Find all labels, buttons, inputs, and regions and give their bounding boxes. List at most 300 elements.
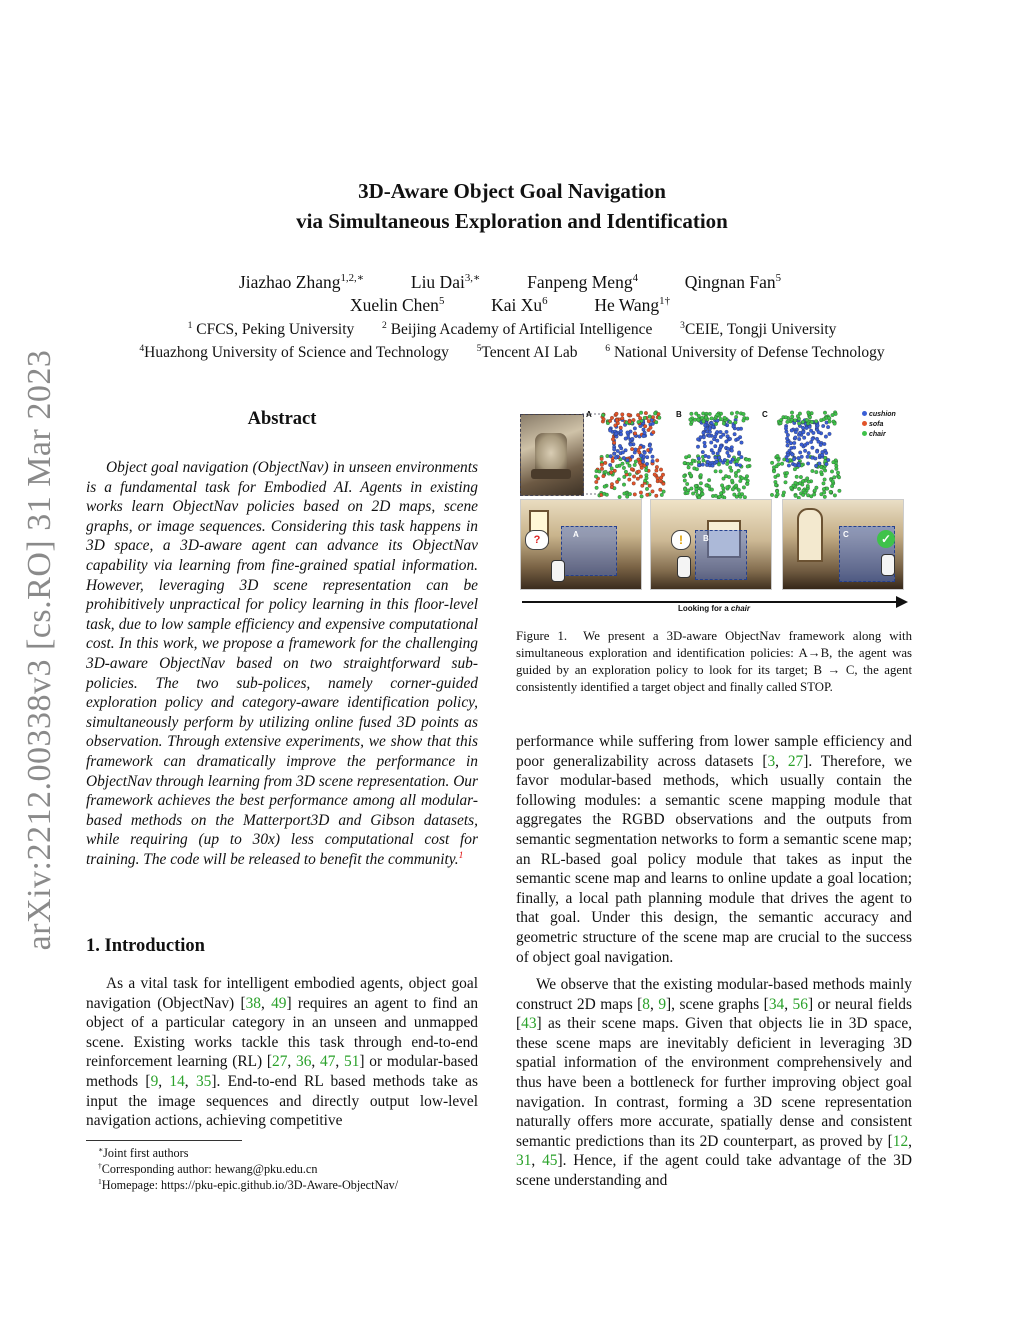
point-cloud-dot bbox=[734, 484, 738, 488]
point-cloud-dot bbox=[702, 431, 706, 435]
author-sup: 5 bbox=[438, 295, 445, 308]
point-cloud-dot bbox=[807, 480, 811, 484]
arrow-text-em: chair bbox=[730, 604, 750, 613]
point-cloud-dot bbox=[638, 416, 642, 420]
point-cloud-dot bbox=[614, 424, 618, 428]
point-cloud-dot bbox=[643, 416, 647, 420]
point-cloud-dot bbox=[819, 443, 823, 447]
affiliation: Huazhong University of Science and Technology bbox=[144, 344, 449, 361]
point-cloud-dot bbox=[722, 422, 726, 426]
affiliations-row-1 bbox=[80, 319, 944, 341]
point-cloud-dot bbox=[630, 455, 634, 459]
point-cloud-dot bbox=[742, 412, 746, 416]
point-cloud-dot bbox=[643, 431, 647, 435]
point-cloud-dot bbox=[594, 475, 598, 479]
point-cloud-dot bbox=[710, 417, 714, 421]
point-cloud-dot bbox=[622, 456, 626, 460]
point-cloud-dot bbox=[645, 462, 649, 466]
point-cloud-dot bbox=[810, 420, 814, 424]
point-cloud-dot bbox=[737, 427, 741, 431]
point-cloud-dot bbox=[614, 456, 618, 460]
point-cloud-dot bbox=[719, 459, 723, 463]
point-cloud-dot bbox=[801, 493, 805, 497]
point-cloud-dot bbox=[799, 475, 803, 479]
point-cloud-dot bbox=[658, 416, 662, 420]
point-cloud-dot bbox=[602, 474, 606, 478]
point-cloud-dot bbox=[733, 432, 737, 436]
point-cloud-dot bbox=[819, 470, 823, 474]
citation-link[interactable]: 45 bbox=[542, 1152, 558, 1170]
footnote-1 bbox=[98, 1145, 478, 1161]
point-cloud-dot bbox=[637, 470, 641, 474]
point-cloud-dot bbox=[659, 468, 663, 472]
point-cloud-dot bbox=[689, 418, 693, 422]
point-cloud-dot bbox=[815, 450, 819, 454]
aff-sup: 2 bbox=[382, 319, 387, 331]
footnotes bbox=[98, 1145, 478, 1193]
point-cloud-dot bbox=[645, 476, 649, 480]
point-cloud-dot bbox=[646, 493, 650, 497]
point-cloud-dot bbox=[794, 436, 798, 440]
point-cloud-dot bbox=[726, 486, 730, 490]
fn-text: Joint first authors bbox=[103, 1146, 189, 1160]
author-sup: 1† bbox=[659, 295, 671, 308]
citation-link[interactable]: 36 bbox=[296, 1053, 312, 1071]
point-cloud-dot bbox=[623, 492, 627, 496]
point-cloud-dot bbox=[632, 475, 636, 479]
point-cloud-dot bbox=[786, 453, 790, 457]
point-cloud-dot bbox=[619, 433, 623, 437]
body-text: ] as their scene maps. Given that objects lie in 3D space, these scene maps are inevitably deficient in leveraging 3D spatial information of the environment comprehensively and thus have been a bottleneck for further improving object goal navigation. In contrast, forming a 3D scene representation naturally offers more accurate, spatially dense and consistent semantic predictions than its 2D counterpart, as proved by [ bbox=[516, 1015, 912, 1150]
author-sup: 1,2,∗ bbox=[340, 272, 365, 285]
point-cloud-dot bbox=[683, 461, 687, 465]
citation-link[interactable]: 27 bbox=[787, 752, 804, 770]
point-cloud-dot bbox=[703, 424, 707, 428]
author-sup: 3,∗ bbox=[464, 272, 481, 285]
citation-link[interactable]: 56 bbox=[792, 995, 808, 1013]
point-cloud-dot bbox=[609, 454, 613, 458]
point-cloud-dot bbox=[648, 484, 652, 488]
point-cloud-dot bbox=[746, 465, 750, 469]
figure-caption bbox=[516, 628, 912, 696]
point-cloud-dot bbox=[708, 427, 712, 431]
point-cloud-dot bbox=[702, 420, 706, 424]
intro-sep: , bbox=[260, 994, 272, 1012]
arxiv-id: arXiv:2212.00338v3 [cs.RO] 31 Mar 2023 bbox=[21, 349, 58, 951]
point-cloud-dot bbox=[814, 457, 818, 461]
point-cloud-dot bbox=[774, 483, 778, 487]
point-cloud-dot bbox=[811, 469, 815, 473]
point-cloud-dot bbox=[828, 420, 832, 424]
citation-link[interactable]: 12 bbox=[892, 1132, 909, 1150]
point-cloud-dot bbox=[642, 434, 646, 438]
point-cloud-dot bbox=[806, 455, 810, 459]
point-cloud-dot bbox=[716, 439, 720, 443]
point-cloud-dot bbox=[652, 430, 656, 434]
point-cloud-dot bbox=[645, 455, 649, 459]
citation-link[interactable]: 51 bbox=[344, 1053, 360, 1071]
point-cloud-dot bbox=[822, 487, 826, 491]
point-cloud-dot bbox=[807, 451, 811, 455]
point-cloud-dot bbox=[832, 460, 836, 464]
point-cloud-dot bbox=[737, 451, 741, 455]
citation-link[interactable]: 49 bbox=[271, 994, 287, 1012]
point-cloud-dot bbox=[704, 427, 708, 431]
affiliation: CFCS, Peking University bbox=[196, 321, 355, 338]
point-cloud-dot bbox=[735, 463, 739, 467]
point-cloud-dot bbox=[822, 491, 826, 495]
point-cloud-dot bbox=[628, 420, 632, 424]
point-cloud-dot bbox=[797, 437, 801, 441]
aff-sup: 1 bbox=[187, 319, 193, 331]
point-cloud-dot bbox=[622, 483, 626, 487]
fn-mark: † bbox=[98, 1160, 102, 1170]
point-cloud-dot bbox=[648, 415, 652, 419]
point-cloud-dot bbox=[683, 488, 687, 492]
point-cloud-dot bbox=[637, 420, 641, 424]
point-cloud-dot bbox=[701, 450, 705, 454]
author-name: Qingnan Fan bbox=[684, 272, 776, 292]
point-cloud-dot bbox=[610, 416, 614, 420]
point-cloud-dot bbox=[711, 425, 715, 429]
point-cloud-dot bbox=[798, 451, 802, 455]
authors-row-2 bbox=[110, 294, 910, 316]
point-cloud-dot bbox=[608, 463, 612, 467]
point-cloud-dot bbox=[613, 469, 617, 473]
point-cloud-dot bbox=[612, 448, 616, 452]
citation-link[interactable]: 3 bbox=[767, 752, 776, 770]
point-cloud-dot bbox=[740, 476, 744, 480]
legend-label: cushion bbox=[869, 411, 896, 418]
point-cloud-dot bbox=[816, 424, 820, 428]
affiliation: National University of Defense Technology bbox=[613, 344, 885, 361]
point-cloud-dot bbox=[802, 430, 806, 434]
point-cloud-dot bbox=[691, 459, 695, 463]
body-text: ]. Hence, if the agent could take advantage of the 3D scene understanding and bbox=[516, 1152, 912, 1189]
point-cloud-dot bbox=[731, 488, 735, 492]
point-cloud-dot bbox=[793, 463, 797, 467]
point-cloud-dot bbox=[611, 459, 615, 463]
point-cloud-dot bbox=[629, 443, 633, 447]
point-cloud-dot bbox=[686, 462, 690, 466]
caption-label: Figure 1. bbox=[516, 629, 568, 643]
point-cloud-dot bbox=[782, 491, 786, 495]
point-cloud-dot bbox=[828, 416, 832, 420]
point-cloud-dot bbox=[772, 470, 776, 474]
point-cloud-dot bbox=[645, 487, 649, 491]
point-cloud-dot bbox=[600, 467, 604, 471]
robot-icon bbox=[677, 556, 691, 578]
point-cloud-dot bbox=[831, 413, 835, 417]
point-cloud-dot bbox=[814, 420, 818, 424]
point-cloud-dot bbox=[806, 494, 810, 498]
point-cloud-dot bbox=[705, 463, 709, 467]
body-text: performance while suffering from lower sample efficiency and poor generalizability across datasets [ bbox=[516, 733, 912, 770]
point-cloud-dot bbox=[837, 476, 841, 480]
point-cloud-dot bbox=[714, 494, 718, 498]
point-cloud-dot bbox=[745, 417, 749, 421]
point-cloud-dot bbox=[626, 431, 630, 435]
point-cloud-dot bbox=[784, 416, 788, 420]
point-cloud-dot bbox=[705, 484, 709, 488]
point-cloud-dot bbox=[600, 457, 604, 461]
point-cloud-dot bbox=[801, 420, 805, 424]
point-cloud-dot bbox=[719, 417, 723, 421]
point-cloud-dot bbox=[790, 429, 794, 433]
point-cloud-dot bbox=[805, 426, 809, 430]
point-cloud-dot bbox=[740, 441, 744, 445]
point-cloud-dot bbox=[605, 493, 609, 497]
point-cloud-dot bbox=[734, 415, 738, 419]
point-cloud-dot bbox=[641, 484, 645, 488]
point-cloud-dot bbox=[801, 426, 805, 430]
point-cloud-dot bbox=[633, 427, 637, 431]
point-cloud-dot bbox=[770, 461, 774, 465]
abstract-text: Object goal navigation (ObjectNav) in unseen environments is a fundamental task for Embodied AI. Agents in existing works learn ObjectNav policies based on 2D maps, scene graphs, or image sequences. Considering this task happens in 3D space, a 3D-aware agent can advance its ObjectNav capability via learning from fine-grained spatial information. However, leveraging 3D scene representation can be prohibitively unpractical for policy learning in this floor-level task, due to low sample efficiency and expensive computational cost. In this work, we propose a framework for the challenging 3D-aware ObjectNav based on two straightforward sub-policies. The two sub-polices, namely corner-guided exploration policy and category-aware identification policy, simultaneously perform by utilizing online fused 3D points as observation. Through extensive experiments, we show that this framework can dramatically improve the performance in ObjectNav through learning from 3D scene representation. Our framework achieves the best performance among all modular-based methods on the Matterport3D and Gibson datasets, while requiring (up to 30x) less computational cost for training. The code will be released to benefit the community. bbox=[86, 459, 478, 868]
point-cloud-dot bbox=[814, 464, 818, 468]
point-cloud-dot bbox=[786, 440, 790, 444]
author-name: He Wang bbox=[594, 295, 660, 315]
point-cloud-dot bbox=[719, 492, 723, 496]
point-cloud-dot bbox=[732, 425, 736, 429]
point-cloud-dot bbox=[604, 461, 608, 465]
point-cloud-dot bbox=[811, 446, 815, 450]
fn-mark: 1 bbox=[98, 1176, 102, 1186]
point-cloud-dot bbox=[719, 430, 723, 434]
point-cloud-dot bbox=[716, 413, 720, 417]
point-cloud-dot bbox=[776, 454, 780, 458]
citation-link[interactable]: 31 bbox=[516, 1152, 532, 1170]
point-cloud-dot bbox=[710, 448, 714, 452]
point-cloud-dot bbox=[823, 411, 827, 415]
point-cloud-dot bbox=[643, 424, 647, 428]
point-cloud-dot bbox=[604, 470, 608, 474]
point-cloud-dot bbox=[786, 459, 790, 463]
point-cloud-dot bbox=[618, 444, 622, 448]
point-cloud-dot bbox=[633, 432, 637, 436]
point-cloud-dot bbox=[714, 456, 718, 460]
affiliation: Beijing Academy of Artificial Intelligence bbox=[390, 321, 653, 338]
point-cloud-dot bbox=[813, 489, 817, 493]
point-cloud-dot bbox=[785, 471, 789, 475]
figure-1 bbox=[518, 410, 910, 615]
point-cloud-dot bbox=[651, 455, 655, 459]
point-cloud-dot bbox=[634, 460, 638, 464]
point-cloud-dot bbox=[625, 495, 629, 499]
footnote-3 bbox=[98, 1177, 478, 1193]
right-paragraph-1: performance while suffering from lower sample efficiency and poor generalizability across datasets [3, 27]. Therefore, we favor modular-based methods, which usually contain the following modules: a semantic scene mapping module that aggregates the RGBD observations and the outputs from semantic segmentation networks to form a semantic scene map; an RL-based goal policy module that takes as input the semantic scene map and learns to online update a goal location; finally, a local path planning module that drives the agent to that goal. Under this design, the semantic accuracy and geometric structure of the scene map are crucial to the success of object goal navigation. bbox=[516, 733, 912, 966]
point-cloud-dot bbox=[612, 441, 616, 445]
point-cloud-dot bbox=[651, 459, 655, 463]
fn-mark: ∗ bbox=[98, 1144, 104, 1154]
point-cloud-dot bbox=[712, 437, 716, 441]
point-cloud-dot bbox=[715, 430, 719, 434]
room-photo-b bbox=[650, 499, 772, 590]
point-cloud-dot bbox=[737, 488, 741, 492]
point-cloud-dot bbox=[818, 462, 822, 466]
point-cloud-dot bbox=[704, 454, 708, 458]
point-cloud-dot bbox=[798, 481, 802, 485]
point-cloud-dot bbox=[770, 493, 774, 497]
point-cloud-dot bbox=[699, 482, 703, 486]
point-cloud-dot bbox=[791, 453, 795, 457]
point-cloud-dot bbox=[614, 432, 618, 436]
point-cloud-dot bbox=[807, 411, 811, 415]
abstract-body bbox=[86, 458, 478, 869]
point-cloud-dot bbox=[657, 412, 661, 416]
point-cloud-dot bbox=[633, 463, 637, 467]
room-photo-c bbox=[782, 499, 904, 590]
point-cloud-dot bbox=[830, 470, 834, 474]
citation-link[interactable]: 9 bbox=[150, 1072, 159, 1090]
point-cloud-dot bbox=[725, 430, 729, 434]
point-cloud-dot bbox=[730, 469, 734, 473]
point-cloud-dot bbox=[622, 466, 626, 470]
point-cloud-dot bbox=[776, 474, 780, 478]
point-cloud-dot bbox=[817, 430, 821, 434]
point-cloud-dot bbox=[710, 488, 714, 492]
point-cloud-dot bbox=[708, 430, 712, 434]
robot-icon bbox=[551, 560, 565, 582]
point-cloud-dot bbox=[632, 482, 636, 486]
point-cloud-dot bbox=[689, 474, 693, 478]
point-cloud-dot bbox=[643, 451, 647, 455]
citation-link[interactable]: 38 bbox=[245, 994, 261, 1012]
point-cloud-dot bbox=[825, 487, 829, 491]
point-cloud-dot bbox=[815, 470, 819, 474]
point-cloud-dot bbox=[631, 437, 635, 441]
fn-text[interactable]: Homepage: https://pku-epic.github.io/3D-Aware-ObjectNav/ bbox=[101, 1178, 399, 1192]
question-mark: ? bbox=[533, 534, 541, 546]
point-cloud-dot bbox=[725, 440, 729, 444]
point-cloud-dot bbox=[785, 430, 789, 434]
point-cloud-dot bbox=[685, 482, 689, 486]
point-cloud-dot bbox=[624, 437, 628, 441]
room-label-b: B bbox=[703, 534, 709, 543]
point-cloud-dot bbox=[649, 448, 653, 452]
point-cloud-dot bbox=[737, 469, 741, 473]
point-cloud-dot bbox=[786, 444, 790, 448]
point-cloud-dot bbox=[615, 464, 619, 468]
point-cloud-dot bbox=[745, 458, 749, 462]
point-cloud-dot bbox=[613, 452, 617, 456]
body-text: ], scene graphs [ bbox=[666, 995, 769, 1013]
citation-link[interactable]: 43 bbox=[521, 1015, 537, 1033]
point-cloud-dot bbox=[797, 464, 801, 468]
point-cloud-dot bbox=[610, 485, 614, 489]
point-cloud-dot bbox=[701, 463, 705, 467]
point-cloud-dot bbox=[735, 495, 739, 499]
point-cloud-dot bbox=[808, 415, 812, 419]
intro-text: ] requires an agent to find an object of a particular category in an unseen and unmapped scene. Existing works tackle this task through end-to-end reinforcement learning (RL) [ bbox=[86, 994, 479, 1071]
point-cloud-dot bbox=[641, 460, 645, 464]
point-cloud-dot bbox=[683, 479, 687, 483]
point-cloud-dot bbox=[719, 435, 723, 439]
point-cloud-dot bbox=[738, 464, 742, 468]
point-cloud-dot bbox=[639, 491, 643, 495]
fn-text[interactable]: Corresponding author: hewang@pku.edu.cn bbox=[101, 1162, 318, 1176]
point-cloud-dot bbox=[786, 433, 790, 437]
body-text: We observe that the existing modular-based methods mainly construct 2D maps [ bbox=[516, 976, 912, 1013]
figure-legend bbox=[862, 410, 896, 440]
point-cloud-dot bbox=[833, 476, 837, 480]
point-cloud-dot bbox=[615, 412, 619, 416]
point-cloud-dot bbox=[812, 493, 816, 497]
point-cloud-dot bbox=[734, 421, 738, 425]
point-cloud-dot bbox=[746, 482, 750, 486]
point-cloud-dot bbox=[742, 486, 746, 490]
citation-link[interactable]: 27 bbox=[272, 1053, 288, 1071]
point-cloud-dot bbox=[798, 431, 802, 435]
author-name: Jiazhao Zhang bbox=[238, 272, 341, 292]
point-cloud-dot bbox=[775, 489, 779, 493]
point-cloud-dot bbox=[630, 467, 634, 471]
title-line-1: 3D-Aware Object Goal Navigation bbox=[358, 179, 666, 203]
point-cloud-dot bbox=[639, 411, 643, 415]
affiliations-row-2 bbox=[80, 342, 944, 364]
citation-link[interactable]: 9 bbox=[658, 995, 667, 1013]
point-cloud-dot bbox=[720, 484, 724, 488]
point-cloud-dot bbox=[690, 487, 694, 491]
point-cloud-dot bbox=[827, 458, 831, 462]
point-cloud-dot bbox=[731, 458, 735, 462]
legend-item bbox=[862, 430, 896, 440]
point-cloud-dot bbox=[651, 490, 655, 494]
citation-link[interactable]: 8 bbox=[642, 995, 650, 1013]
point-cloud-dot bbox=[642, 428, 646, 432]
point-cloud-dot bbox=[806, 442, 810, 446]
citation-link[interactable]: 14 bbox=[169, 1072, 185, 1090]
point-cloud-dot bbox=[615, 419, 619, 423]
citation-link[interactable]: 35 bbox=[195, 1072, 212, 1090]
point-cloud-dot bbox=[621, 417, 625, 421]
point-cloud-dot bbox=[727, 454, 731, 458]
point-cloud-dot bbox=[621, 413, 625, 417]
point-cloud-dot bbox=[828, 432, 832, 436]
point-cloud-dot bbox=[628, 478, 632, 482]
point-cloud-dot bbox=[623, 475, 627, 479]
intro-paragraph: As a vital task for intelligent embodied agents, object goal navigation (ObjectNav) [38, 49] requires an agent to find an object of a particular category in an unseen and unmapped scene. Existing works tackle this task through end-to-end reinforcement learning (RL) [27, 36, 47, 51] or modular-based methods [9, 14, 35]. End-to-end RL based methods take as input the image sequences and directly output low-level navigation actions, achieving competitive bbox=[86, 975, 479, 1130]
citation-link[interactable]: 34 bbox=[768, 995, 785, 1013]
point-cloud-dot bbox=[715, 460, 719, 464]
point-cloud-dot bbox=[695, 487, 699, 491]
point-cloud-dot bbox=[619, 429, 623, 433]
point-cloud-dot bbox=[699, 473, 703, 477]
point-cloud-dot bbox=[805, 418, 809, 422]
point-cloud-dot bbox=[833, 422, 837, 426]
paper-title bbox=[150, 176, 874, 236]
point-cloud-dot bbox=[621, 451, 625, 455]
point-cloud-dot bbox=[655, 459, 659, 463]
point-cloud-dot bbox=[795, 475, 799, 479]
point-cloud-dot bbox=[655, 465, 659, 469]
point-cloud-dot bbox=[825, 462, 829, 466]
authors-row-1 bbox=[110, 271, 910, 293]
point-cloud-dot bbox=[636, 477, 640, 481]
body-text: ]. Therefore, we favor modular-based methods, which usually contain the following modules: a semantic scene mapping module that aggregates the RGBD observations and the outputs from semantic segmentation networks to form a semantic scene map; an RL-based goal policy module that takes as input the semantic scene map and learns to online update a goal location; finally, a local path planning module that drives the agent to that goal. Under this design, the semantic accuracy and geometric structure of the scene map are crucial to the success of object goal navigation. bbox=[516, 752, 912, 966]
point-cloud-dot bbox=[812, 431, 816, 435]
point-cloud-dot bbox=[702, 436, 706, 440]
point-cloud-dot bbox=[634, 448, 638, 452]
citation-link[interactable]: 47 bbox=[320, 1053, 336, 1071]
exclamation-mark: ! bbox=[679, 533, 683, 547]
footnote-link[interactable]: 1 bbox=[458, 849, 464, 861]
point-cloud-dot bbox=[619, 426, 623, 430]
point-cloud-dot bbox=[610, 467, 614, 471]
point-cloud-dot bbox=[724, 474, 728, 478]
point-cloud-dot bbox=[802, 436, 806, 440]
intro-text: ] or modular-based methods [ bbox=[86, 1053, 479, 1090]
